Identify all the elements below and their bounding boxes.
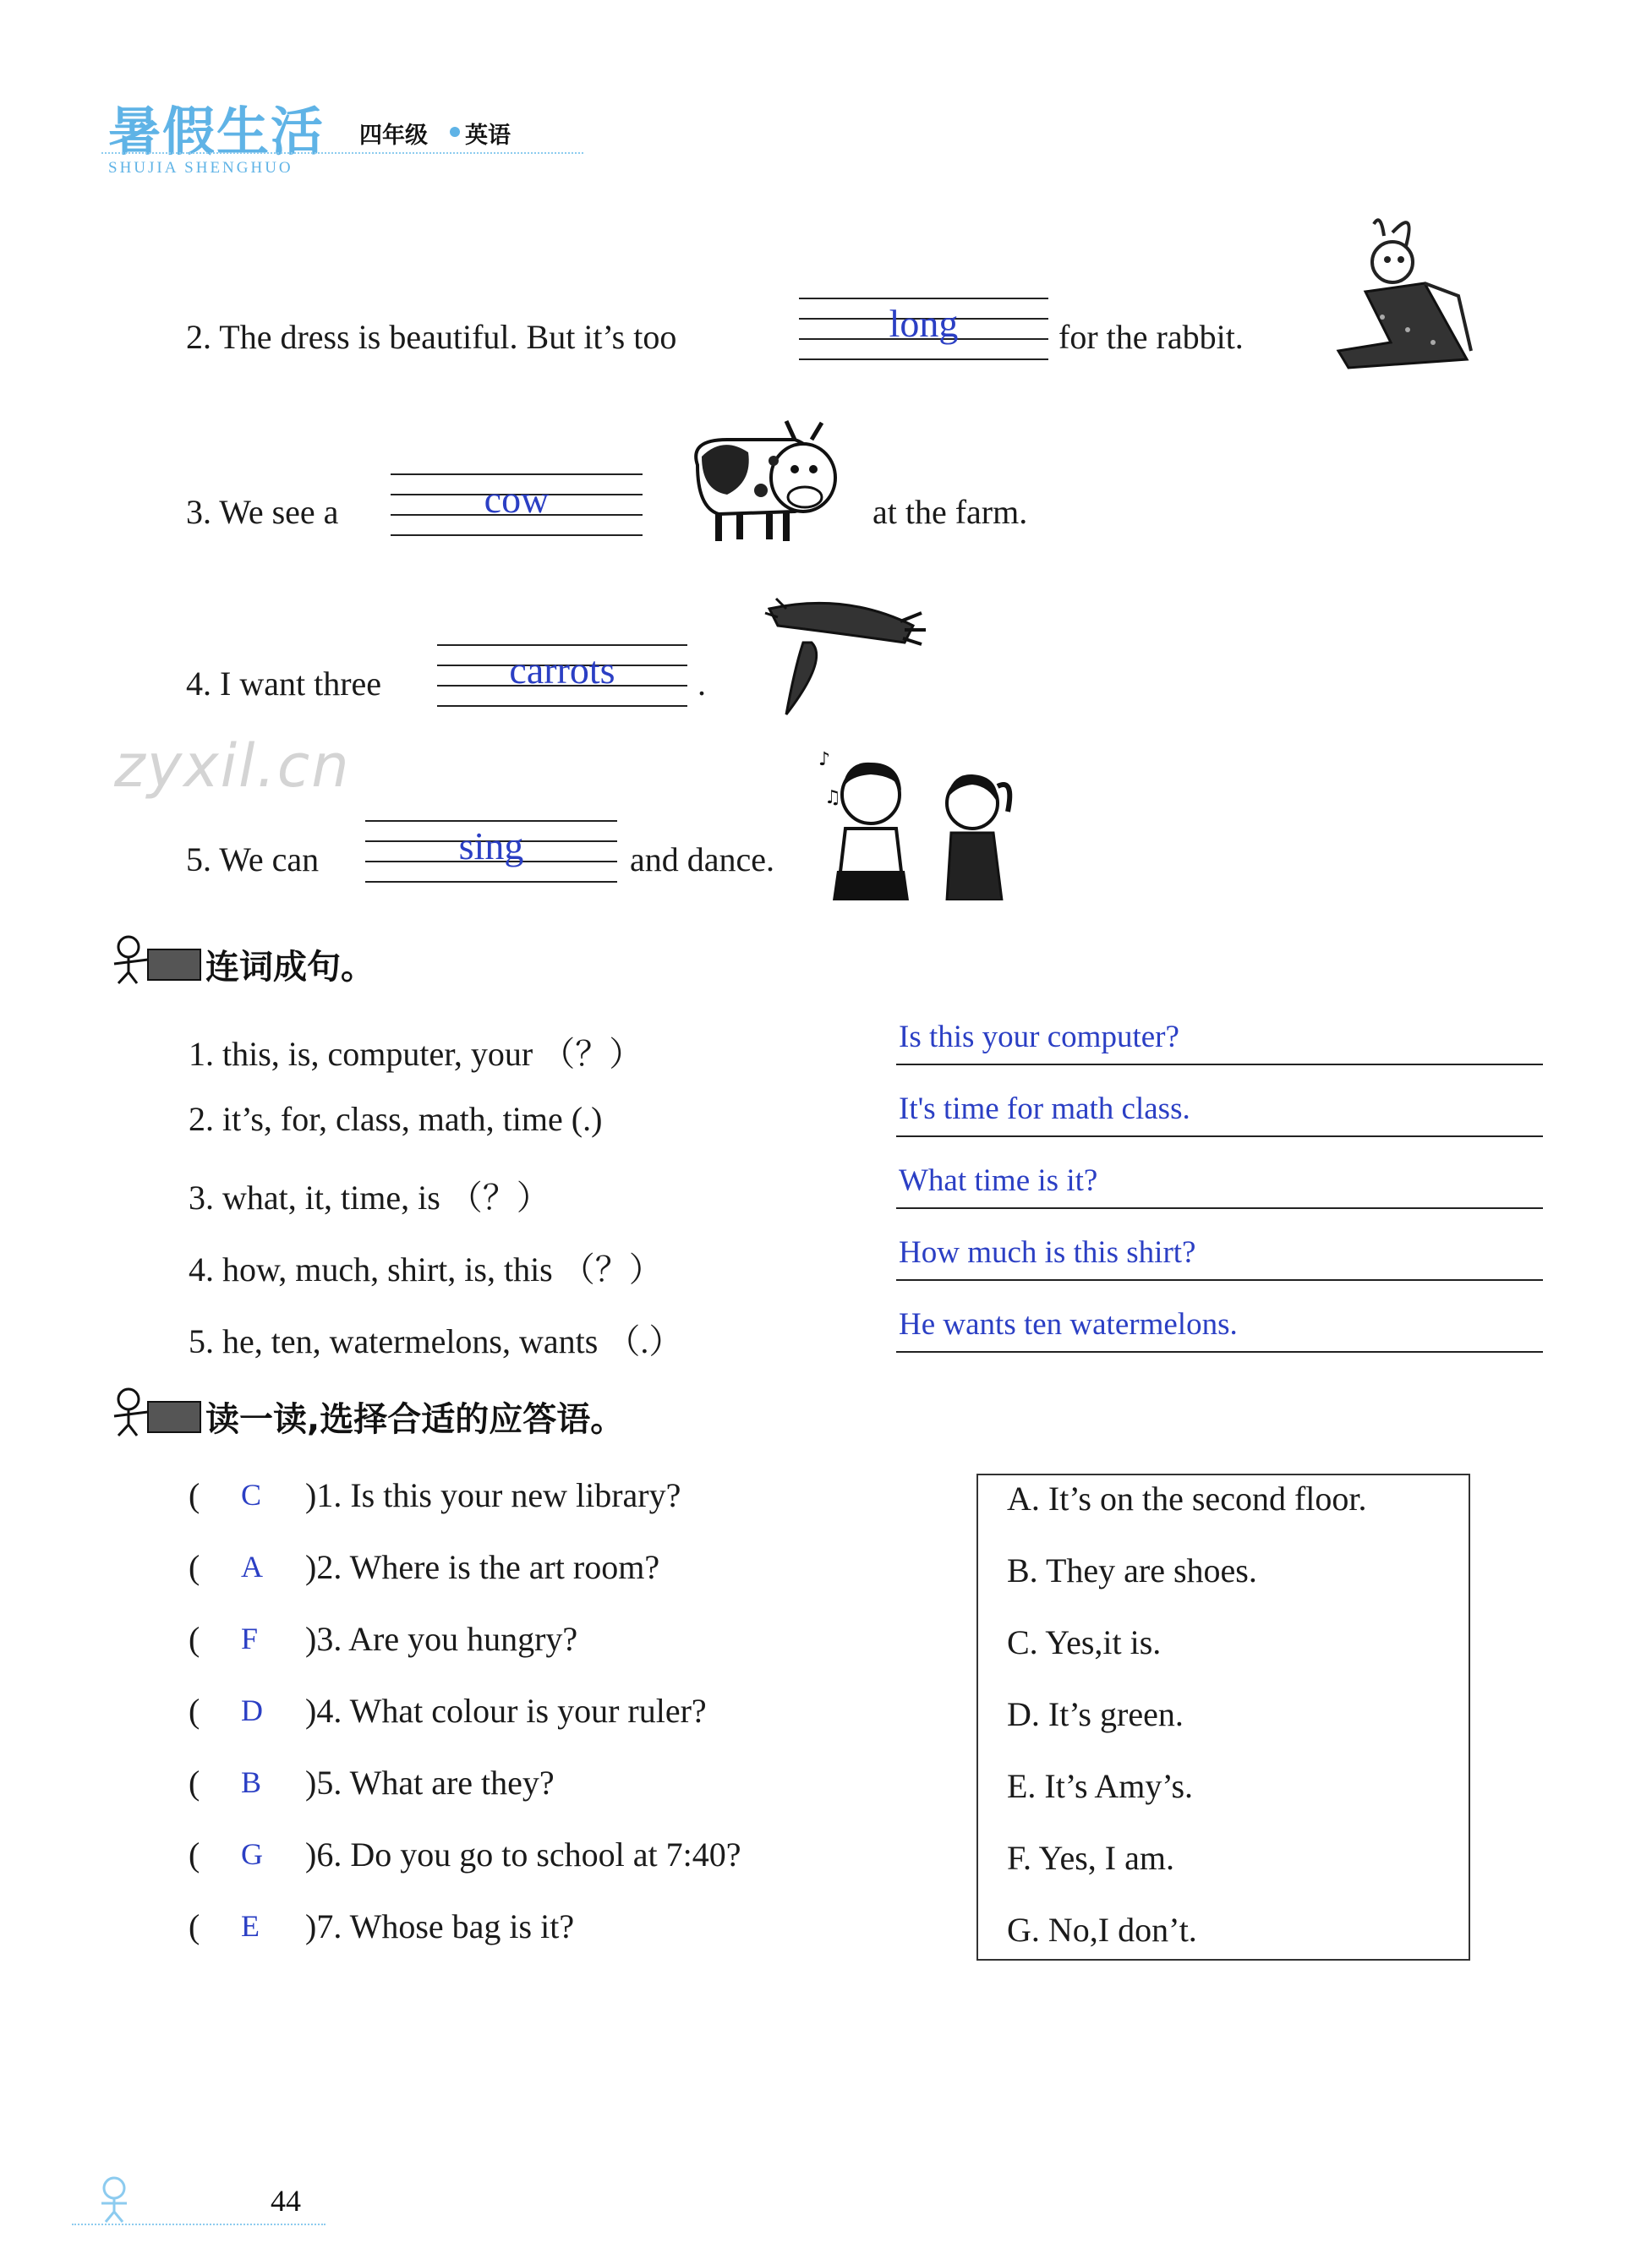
answer-option: B. They are shoes. — [1007, 1551, 1257, 1589]
word-order-prompt: 4. how, much, shirt, is, this （？） — [189, 1250, 663, 1288]
word-order-answer[interactable]: Is this your computer? — [899, 1020, 1179, 1054]
question-text-before: We see a — [219, 493, 339, 531]
page-number: 44 — [271, 2184, 301, 2218]
word-order-prompt: 1. this, is, computer, your （？） — [189, 1035, 643, 1073]
dot-icon — [450, 127, 460, 137]
grade-label: 四年级 — [359, 123, 428, 149]
choice-letter[interactable]: E — [241, 1909, 260, 1943]
answer-options-box — [976, 1474, 1470, 1961]
footer-dotted-line — [72, 2224, 325, 2225]
choice-letter[interactable]: A — [241, 1550, 263, 1584]
answer-blank[interactable] — [799, 296, 1048, 364]
choice-letter[interactable]: B — [241, 1765, 262, 1799]
word-order-answer[interactable]: It's time for math class. — [899, 1091, 1190, 1126]
word-order-prompt: 5. he, ten, watermelons, wants （.） — [189, 1322, 683, 1360]
question-number: 5. — [186, 840, 211, 878]
answer-option: E. It’s Amy’s. — [1007, 1767, 1194, 1805]
subject-label: 英语 — [465, 123, 511, 149]
question-text-after: and dance. — [630, 840, 775, 878]
answer-line — [896, 1279, 1543, 1281]
section-title: 读一读,选择合适的应答语。 — [205, 1400, 625, 1439]
answer-text: sing — [458, 824, 524, 867]
choice-letter[interactable]: G — [241, 1837, 263, 1871]
question-5 — [186, 840, 319, 879]
question-text-before: The dress is beautiful. But it’s too — [219, 318, 677, 356]
choice-letter[interactable]: F — [241, 1622, 259, 1655]
question-2 — [186, 317, 676, 357]
answer-option: G. No,I don’t. — [1007, 1911, 1197, 1949]
answer-option: C. Yes,it is. — [1007, 1623, 1162, 1661]
answer-option: A. It’s on the second floor. — [1007, 1480, 1367, 1518]
footer — [72, 2164, 410, 2232]
word-order-answer[interactable]: What time is it? — [899, 1163, 1098, 1198]
question-text-before: I want three — [220, 665, 382, 703]
question-text-after: . — [697, 665, 706, 703]
question-number: 2. — [186, 318, 211, 356]
question-text-after: for the rabbit. — [1058, 318, 1244, 356]
answer-text: cow — [484, 478, 550, 521]
question-number: 4. — [186, 665, 211, 703]
boy-with-sign-icon — [110, 934, 203, 985]
carrots-picture — [761, 592, 926, 719]
section-title: 连词成句。 — [205, 948, 375, 987]
choice-letter[interactable]: C — [241, 1478, 262, 1512]
word-order-answer[interactable]: He wants ten watermelons. — [899, 1307, 1238, 1342]
answer-text: long — [889, 302, 959, 345]
choice-letter[interactable]: D — [241, 1693, 263, 1727]
answer-blank[interactable] — [391, 472, 643, 539]
section-matching: 读一读,选择合适的应答语。 ( C )1. Is this your new library? ( A )2. Where is the art room? ( F )3. Are you hungry? ( D )4. What colour is your ruler? ( B )5. What are they? ( G )6. Do you go to school at 7:40? ( E )7. Whose bag is it? A. It’s on the second floor. B. They are shoes. C. Yes,it is. D. It’s green. E. It’s Amy’s. F. Yes, I am. G. No,I don’t. — [106, 1382, 1543, 1974]
header — [101, 85, 609, 186]
rabbit-in-dress-picture — [1332, 216, 1488, 389]
answer-line — [896, 1135, 1543, 1137]
answer-text: carrots — [509, 648, 615, 692]
answer-line — [896, 1064, 1543, 1065]
brand-title: 暑假生活 — [108, 101, 325, 162]
word-order-answer[interactable]: How much is this shirt? — [899, 1235, 1196, 1270]
boy-with-sign-icon — [110, 1387, 203, 1437]
brand-pinyin: SHUJIA SHENGHUO — [108, 159, 293, 177]
answer-line — [896, 1351, 1543, 1353]
svg-text:♪: ♪ — [818, 749, 831, 770]
answer-blank[interactable] — [365, 818, 617, 886]
question-3 — [186, 492, 338, 532]
word-order-prompt: 3. what, it, time, is （？） — [189, 1179, 550, 1217]
footer-mascot-icon — [80, 2173, 148, 2224]
header-dotted-line — [101, 152, 583, 154]
section-word-order — [106, 930, 1543, 1370]
answer-option: D. It’s green. — [1007, 1695, 1184, 1733]
question-text-before: We can — [219, 840, 320, 878]
answer-blank[interactable] — [437, 643, 687, 710]
girls-singing-picture — [812, 744, 1036, 900]
question-4 — [186, 664, 381, 703]
cow-picture — [676, 414, 850, 550]
word-order-prompt: 2. it’s, for, class, math, time (.) — [189, 1100, 603, 1138]
question-text-after: at the farm. — [872, 493, 1028, 531]
watermark: zyxil.cn — [114, 731, 351, 801]
question-number: 3. — [186, 493, 211, 531]
svg-text:♫: ♫ — [824, 787, 841, 808]
answer-line — [896, 1207, 1543, 1209]
answer-option: F. Yes, I am. — [1007, 1839, 1174, 1877]
